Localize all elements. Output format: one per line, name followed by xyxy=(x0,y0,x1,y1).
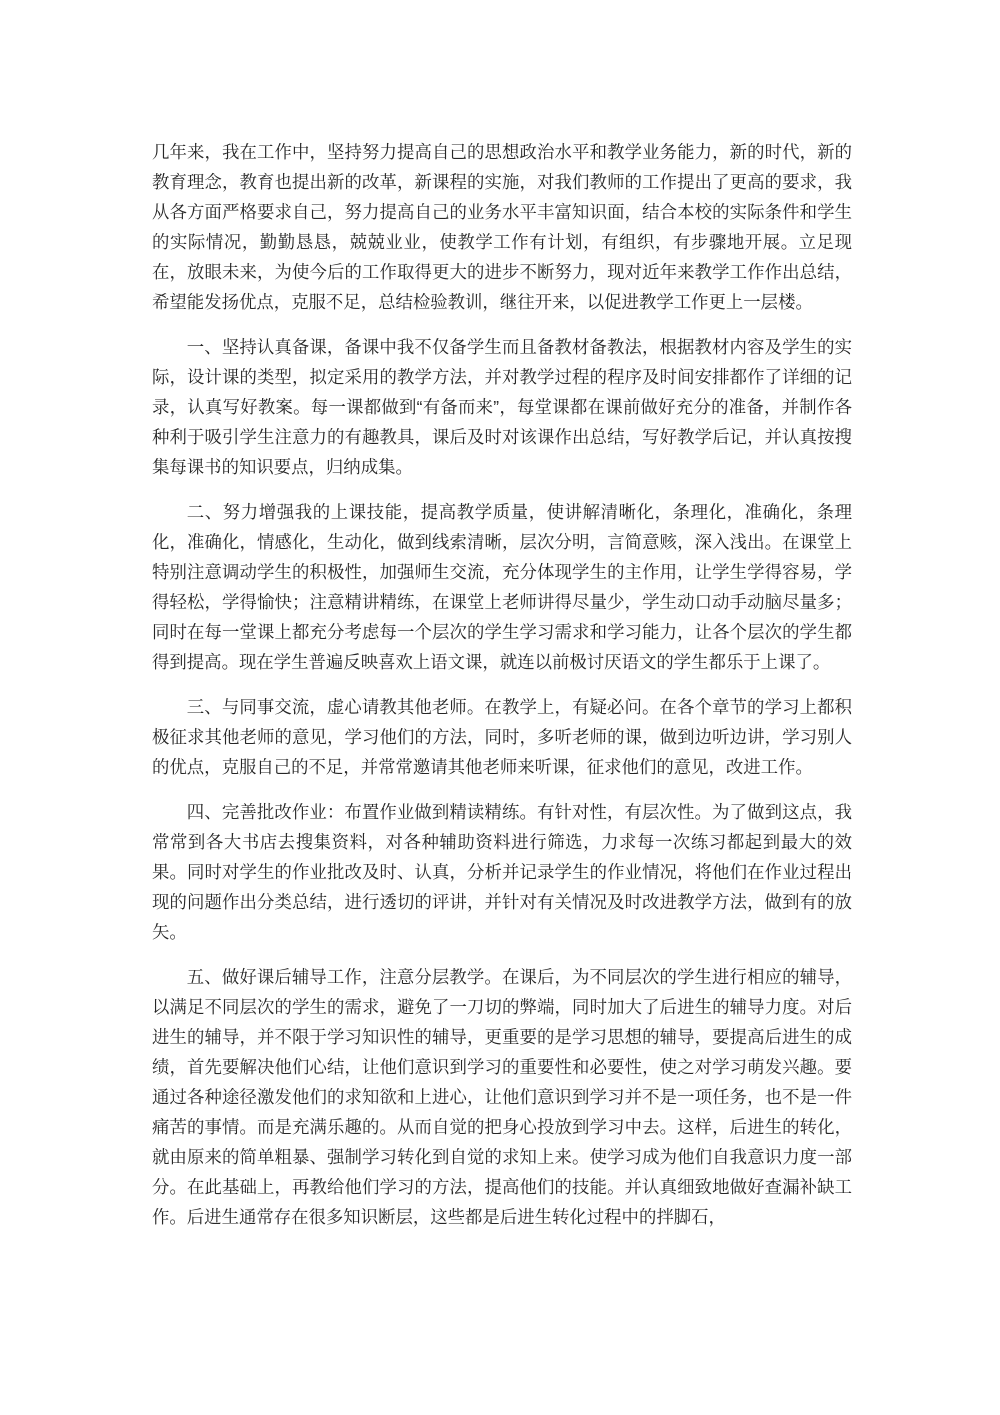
paragraph-item-2: 二、努力增强我的上课技能，提高教学质量，使讲解清晰化，条理化，准确化，条理化，准确化，情感化，生动化，做到线索清晰，层次分明，言简意赅，深入浅出。在课堂上特别注意调动学生的积极性，加强师生交流，充分体现学生的主作用，让学生学得容易，学得轻松，学得愉快；注意精讲精练，在课堂上老师讲得尽量少，学生动口动手动脑尽量多；同时在每一堂课上都充分考虑每一个层次的学生学习需求和学习能力，让各个层次的学生都得到提高。现在学生普遍反映喜欢上语文课，就连以前极讨厌语文的学生都乐于上课了。 xyxy=(152,502,852,672)
paragraph-item-3: 三、与同事交流，虚心请教其他老师。在教学上，有疑必问。在各个章节的学习上都积极征求其他老师的意见，学习他们的方法，同时，多听老师的课，做到边听边讲，学习别人的优点，克服自己的不足，并常常邀请其他老师来听课，征求他们的意见，改进工作。 xyxy=(152,697,852,777)
paragraph-item-5: 五、做好课后辅导工作，注意分层教学。在课后，为不同层次的学生进行相应的辅导，以满足不同层次的学生的需求，避免了一刀切的弊端，同时加大了后进生的辅导力度。对后进生的辅导，并不限于学习知识性的辅导，更重要的是学习思想的辅导，要提高后进生的成绩，首先要解决他们心结，让他们意识到学习的重要性和必要性，使之对学习萌发兴趣。要通过各种途径激发他们的求知欲和上进心，让他们意识到学习并不是一项任务，也不是一件痛苦的事情。而是充满乐趣的。从而自觉的把身心投放到学习中去。这样，后进生的转化，就由原来的简单粗暴、强制学习转化到自觉的求知上来。使学习成为他们自我意识力度一部分。在此基础上，再教给他们学习的方法，提高他们的技能。并认真细致地做好查漏补缺工作。后进生通常存在很多知识断层，这些都是后进生转化过程中的拌脚石， xyxy=(152,967,852,1227)
paragraph-item-1: 一、坚持认真备课，备课中我不仅备学生而且备教材备教法，根据教材内容及学生的实际，设计课的类型，拟定采用的教学方法，并对教学过程的程序及时间安排都作了详细的记录，认真写好教案。每一课都做到“有备而来”，每堂课都在课前做好充分的准备，并制作各种利于吸引学生注意力的有趣教具，课后及时对该课作出总结，写好教学后记，并认真按搜集每课书的知识要点，归纳成集。 xyxy=(152,337,852,477)
paragraph-intro: 几年来，我在工作中，坚持努力提高自己的思想政治水平和教学业务能力，新的时代，新的教育理念，教育也提出新的改革，新课程的实施，对我们教师的工作提出了更高的要求，我从各方面严格要求自己，努力提高自己的业务水平丰富知识面，结合本校的实际条件和学生的实际情况，勤勤恳恳，兢兢业业，使教学工作有计划，有组织，有步骤地开展。立足现在，放眼未来，为使今后的工作取得更大的进步不断努力，现对近年来教学工作作出总结，希望能发扬优点，克服不足，总结检验教训，继往开来，以促进教学工作更上一层楼。 xyxy=(152,142,852,312)
document-body xyxy=(152,137,852,1232)
paragraph-item-4: 四、完善批改作业：布置作业做到精读精练。有针对性，有层次性。为了做到这点，我常常到各大书店去搜集资料，对各种辅助资料进行筛选，力求每一次练习都起到最大的效果。同时对学生的作业批改及时、认真，分析并记录学生的作业情况，将他们在作业过程出现的问题作出分类总结，进行透切的评讲，并针对有关情况及时改进教学方法，做到有的放矢。 xyxy=(152,802,852,942)
